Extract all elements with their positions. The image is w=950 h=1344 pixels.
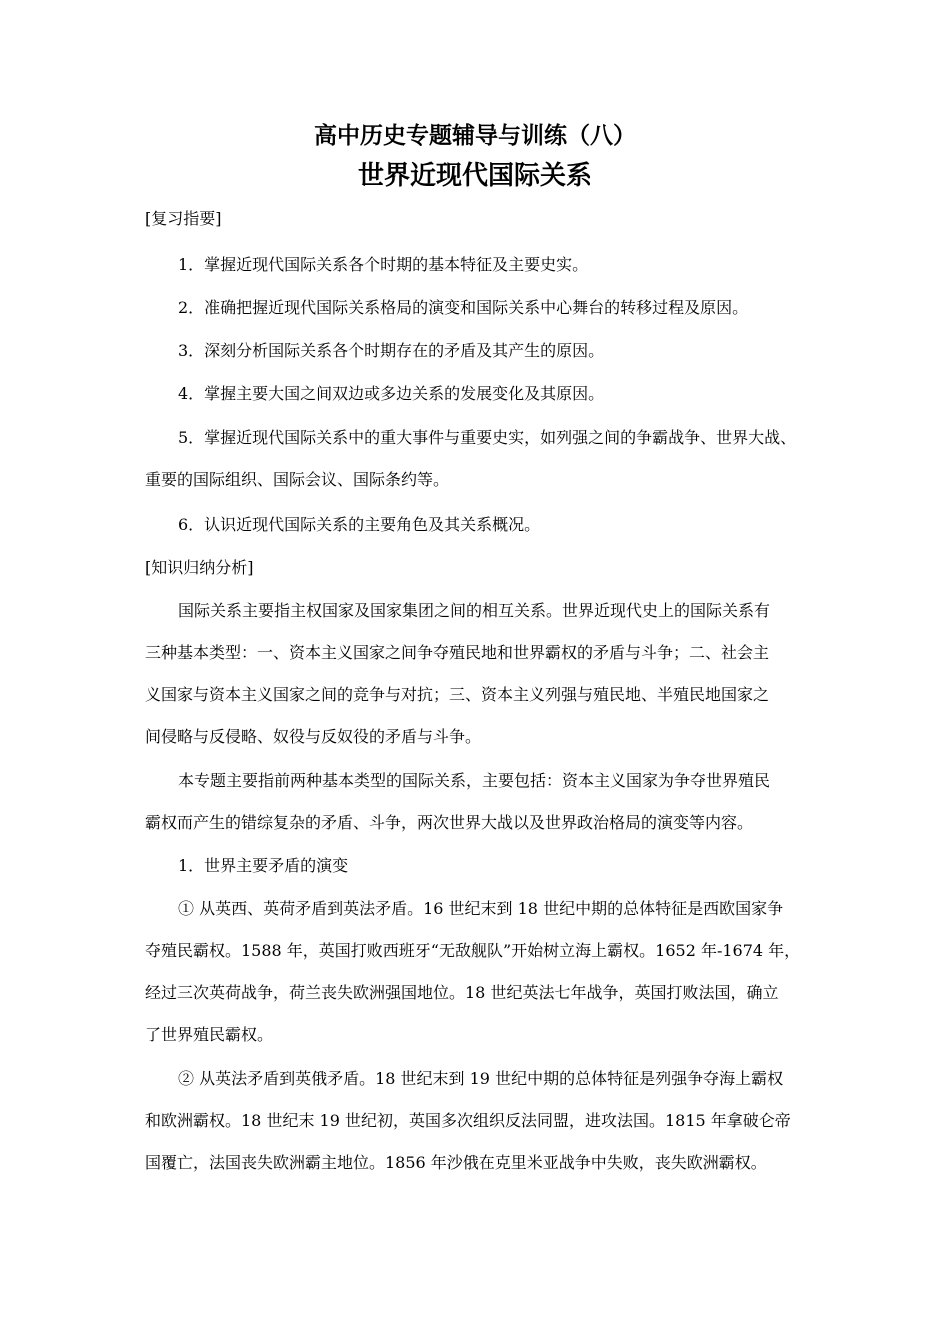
paragraph-line: 霸权而产生的错综复杂的矛盾、斗争，两次世界大战以及世界政治格局的演变等内容。 <box>145 813 754 832</box>
review-item-5-line-1: 5．掌握近现代国际关系中的重大事件与重要史实，如列强之间的争霸战争、世界大战、 <box>178 428 797 447</box>
review-item-1: 1．掌握近现代国际关系各个时期的基本特征及主要史实。 <box>178 255 589 274</box>
review-item-6: 6．认识近现代国际关系的主要角色及其关系概况。 <box>178 515 541 534</box>
paragraph-line: 国际关系主要指主权国家及国家集团之间的相互关系。世界近现代史上的国际关系有 <box>178 601 771 620</box>
paragraph-line: 了世界殖民霸权。 <box>145 1025 274 1044</box>
review-item-2: 2．准确把握近现代国际关系格局的演变和国际关系中心舞台的转移过程及原因。 <box>178 298 749 317</box>
review-item-4: 4．掌握主要大国之间双边或多边关系的发展变化及其原因。 <box>178 384 605 403</box>
paragraph-line: 本专题主要指前两种基本类型的国际关系，主要包括：资本主义国家为争夺世界殖民 <box>178 771 771 790</box>
paragraph-line: 和欧洲霸权。18 世纪末 19 世纪初，英国多次组织反法同盟，进攻法国。1815 年拿破仑帝 <box>145 1111 791 1130</box>
paragraph-line: 间侵略与反侵略、奴役与反奴役的矛盾与斗争。 <box>145 727 482 746</box>
paragraph-line: 国覆亡，法国丧失欧洲霸主地位。1856 年沙俄在克里米亚战争中失败，丧失欧洲霸权。 <box>145 1153 767 1172</box>
subheading-main-contradictions: 1．世界主要矛盾的演变 <box>178 856 349 875</box>
section-heading-review: [复习指要] <box>145 209 222 228</box>
paragraph-line: 夺殖民霸权。1588 年，英国打败西班牙“无敌舰队”开始树立海上霸权。1652 年-1674 年， <box>145 941 801 960</box>
document-title: 高中历史专题辅导与训练（八） <box>314 122 636 149</box>
paragraph-line: 经过三次英荷战争，荷兰丧失欧洲强国地位。18 世纪英法七年战争，英国打败法国，确立 <box>145 983 779 1002</box>
review-item-3: 3．深刻分析国际关系各个时期存在的矛盾及其产生的原因。 <box>178 341 605 360</box>
paragraph-line: 义国家与资本主义国家之间的竞争与对抗；三、资本主义列强与殖民地、半殖民地国家之 <box>145 685 770 704</box>
document-subtitle: 世界近现代国际关系 <box>357 161 592 191</box>
paragraph-line: 三种基本类型：一、资本主义国家之间争夺殖民地和世界霸权的矛盾与斗争；二、社会主 <box>145 643 770 662</box>
review-item-5-line-2: 重要的国际组织、国际会议、国际条约等。 <box>145 470 450 489</box>
paragraph-line: ② 从英法矛盾到英俄矛盾。18 世纪末到 19 世纪中期的总体特征是列强争夺海上霸权 <box>178 1069 784 1088</box>
section-heading-knowledge: [知识归纳分析] <box>145 558 254 577</box>
paragraph-line: ① 从英西、英荷矛盾到英法矛盾。16 世纪末到 18 世纪中期的总体特征是西欧国家争 <box>178 899 784 918</box>
